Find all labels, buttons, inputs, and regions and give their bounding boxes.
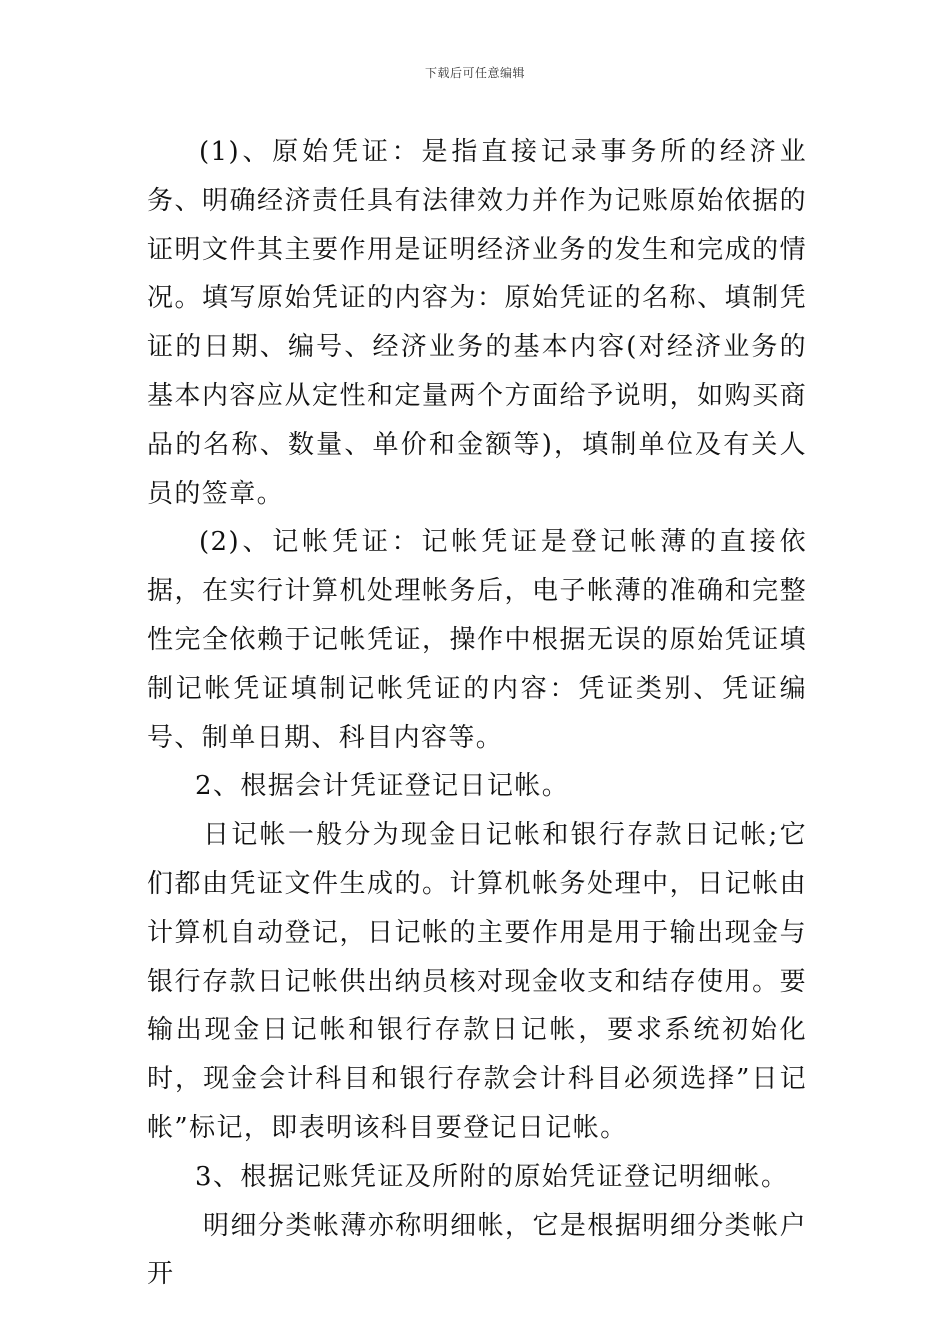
paragraph-ledger: 明细分类帐薄亦称明细帐，它是根据明细分类帐户开 <box>147 1210 807 1290</box>
heading-ledger: 3、根据记账凭证及所附的原始凭证登记明细帐。 <box>195 1161 789 1192</box>
page-header: 下载后可任意编辑 <box>424 66 525 80</box>
paragraph-journal: 日记帐一般分为现金日记帐和银行存款日记帐;它们都由凭证文件生成的。计算机帐务处理中，日记帐由计算机自动登记，日记帐的主要作用是用于输出现金与银行存款日记帐供出纳员核对现金收支和结存使用。要输出现金日记帐和银行存款日记帐，要求系统初始化时，现金会计科目和银行存款会计科目必须选择”日记帐”标记，即表明该科目要登记日记帐。 <box>147 820 807 1143</box>
paragraph-original-voucher: (1)、原始凭证：是指直接记录事务所的经济业务、明确经济责任具有法律效力并作为记账原始依据的证明文件其主要作用是证明经济业务的发生和完成的情况。填写原始凭证的内容为：原始凭证的名称、填制凭证的日期、编号、经济业务的基本内容(对经济业务的基本内容应从定性和定量两个方面给予说明，如购买商品的名称、数量、单价和金额等)，填制单位及有关人员的签章。 <box>147 137 807 509</box>
document-body <box>147 128 807 1299</box>
paragraph-bookkeeping-voucher: (2)、记帐凭证：记帐凭证是登记帐薄的直接依据，在实行计算机处理帐务后，电子帐薄的准确和完整性完全依赖于记帐凭证，操作中根据无误的原始凭证填制记帐凭证填制记帐凭证的内容：凭证类别、凭证编号、制单日期、科目内容等。 <box>147 527 807 753</box>
heading-journal: 2、根据会计凭证登记日记帐。 <box>195 771 570 802</box>
